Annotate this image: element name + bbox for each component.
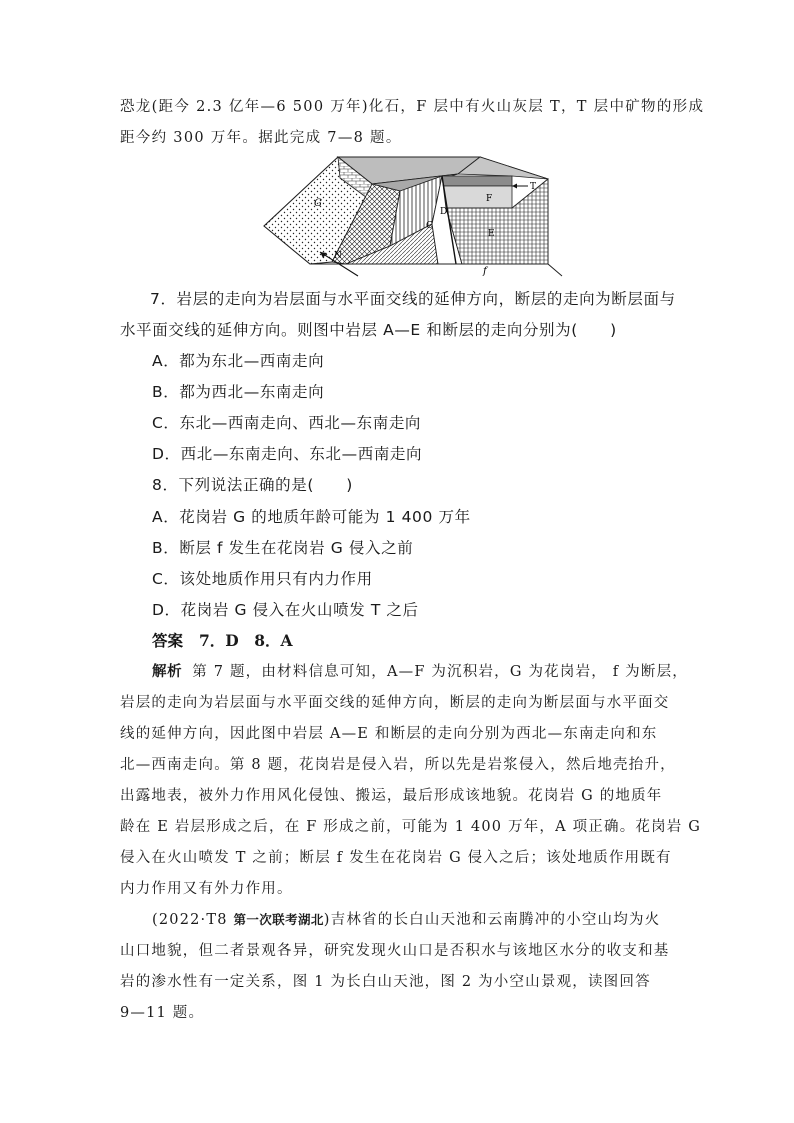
intro-line-2: 距今约 300 万年。据此完成 7—8 题。 — [120, 130, 402, 146]
material-line-4: 9—11 题。 — [120, 1005, 205, 1021]
label-C: C — [426, 221, 433, 231]
answer-values: 7．D 8．A — [199, 631, 293, 650]
material-line-1 — [152, 910, 660, 930]
q7-stem-line-1: 7．岩层的走向为岩层面与水平面交线的延伸方向，断层的走向为断层面与 — [150, 290, 676, 308]
q8-option-b: B．断层 f 发生在花岗岩 G 侵入之前 — [152, 539, 414, 557]
intro-line-1: 恐龙(距今 2.3 亿年—6 500 万年)化石，F 层中有火山灰层 T，T 层中矿物的形成 — [120, 99, 705, 115]
q8-option-d: D．花岗岩 G 侵入在火山喷发 T 之后 — [152, 601, 419, 619]
q7-option-a: A．都为东北—西南走向 — [152, 352, 325, 370]
label-G: G — [314, 198, 322, 209]
q7-stem-line-2: 水平面交线的延伸方向。则图中岩层 A—E 和断层的走向分别为( ) — [120, 321, 617, 339]
q7-option-d: D．西北—东南走向、东北—西南走向 — [152, 445, 423, 463]
analysis-line-1 — [152, 662, 688, 682]
q7-option-c: C．东北—西南走向、西北—东南走向 — [152, 414, 422, 432]
answer-label: 答案 — [152, 632, 184, 650]
answer-line — [152, 631, 293, 651]
analysis-line-3: 线的延伸方向，因此图中岩层 A—E 和断层的走向分别为西北—东南走向和东 — [120, 726, 658, 742]
material-prefix: (2022·T8 — [152, 912, 234, 928]
q8-option-a: A．花岗岩 G 的地质年龄可能为 1 400 万年 — [152, 508, 471, 526]
analysis-line-5: 出露地表，被外力作用风化侵蚀、搬运，最后形成该地貌。花岗岩 G 的地质年 — [120, 788, 663, 804]
material-line-1-rest: )吉林省的长白山天池和云南腾冲的小空山均为火 — [323, 912, 661, 928]
geologic-block-diagram — [262, 154, 566, 280]
q8-stem: 8．下列说法正确的是( ) — [152, 476, 353, 494]
label-T: T — [530, 182, 537, 192]
material-line-3: 岩的渗水性有一定关系，图 1 为长白山天池，图 2 为小空山景观，读图回答 — [120, 974, 651, 990]
analysis-line-6: 龄在 E 岩层形成之后，在 F 形成之前，可能为 1 400 万年，A 项正确。花岗岩 G — [120, 819, 702, 835]
label-N: N — [334, 251, 342, 261]
analysis-label: 解析 — [152, 664, 183, 680]
label-E: E — [488, 229, 495, 239]
label-f: f — [483, 266, 487, 277]
analysis-line-2: 岩层的走向为岩层面与水平面交线的延伸方向，断层的走向为断层面与水平面交 — [120, 695, 670, 711]
label-F: F — [486, 194, 493, 204]
q8-option-c: C．该处地质作用只有内力作用 — [152, 570, 373, 588]
label-D: D — [440, 207, 448, 217]
analysis-text-1: 第 7 题，由材料信息可知，A—F 为沉积岩，G 为花岗岩， f 为断层， — [192, 664, 688, 680]
material-source: 第一次联考湖北 — [233, 912, 324, 927]
q7-option-b: B．都为西北—东南走向 — [152, 383, 325, 401]
material-line-2: 山口地貌，但二者景观各异，研究发现火山口是否积水与该地区水分的收支和基 — [120, 943, 670, 959]
analysis-line-4: 北—西南走向。第 8 题，花岗岩是侵入岩，所以先是岩浆侵入，然后地壳抬升， — [120, 757, 676, 773]
analysis-line-8: 内力作用又有外力作用。 — [120, 881, 293, 897]
analysis-line-7: 侵入在火山喷发 T 之前；断层 f 发生在花岗岩 G 侵入之后；该处地质作用既有 — [120, 850, 672, 866]
